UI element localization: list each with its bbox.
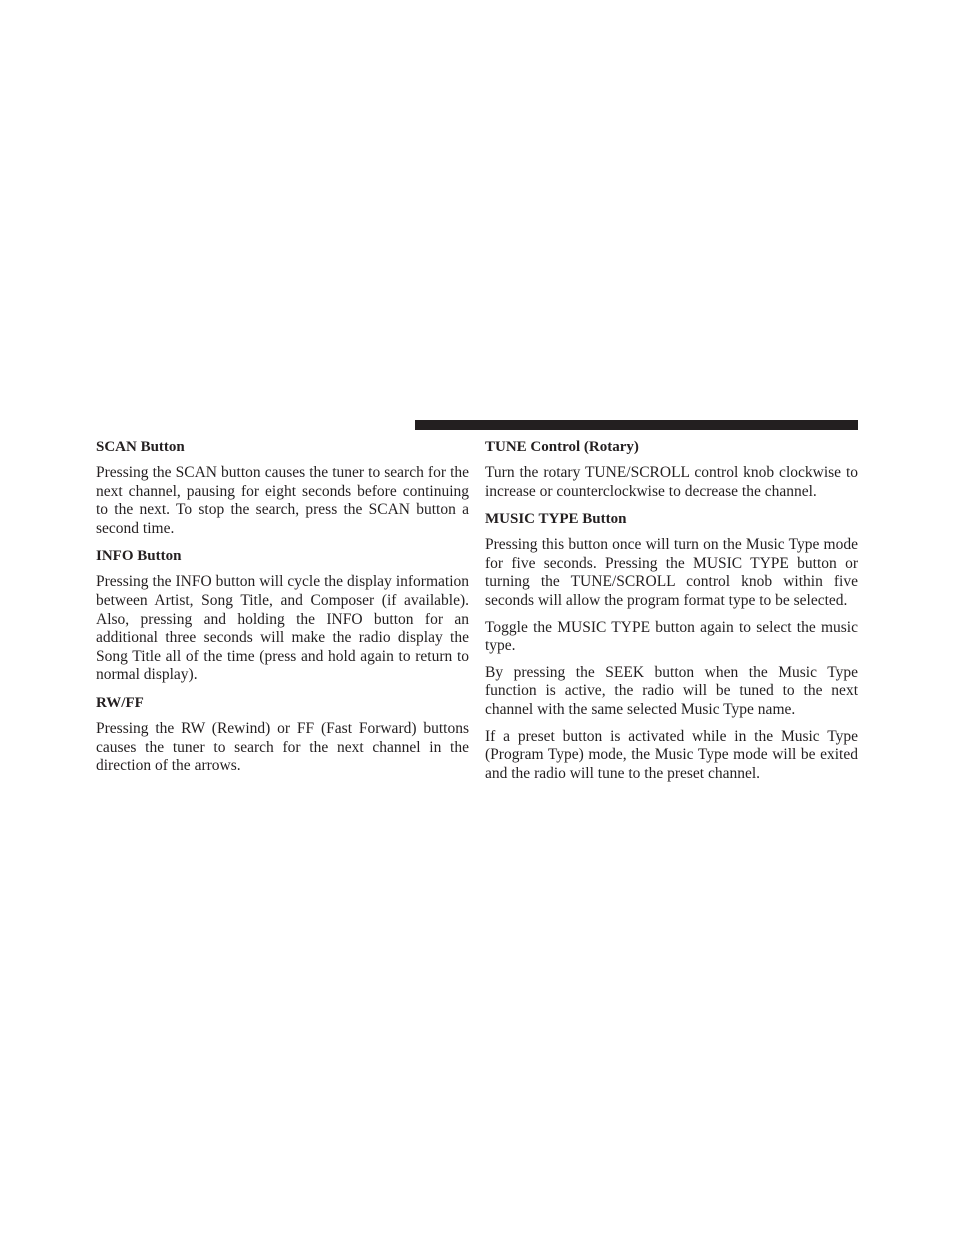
section-heading: INFO Button [96, 548, 182, 565]
section-heading: RW/FF [96, 694, 144, 711]
section-heading: SCAN Button [96, 439, 185, 455]
section-heading: MUSIC TYPE Button [485, 511, 627, 528]
section-rw-ff [96, 693, 469, 776]
section-paragraph: Pressing the RW (Rewind) or FF (Fast Forward) buttons causes the tuner to search for the next channel in the direction of the arrows. [96, 719, 469, 775]
right-column [485, 437, 858, 791]
section-paragraph: By pressing the SEEK button when the Music Type function is active, the radio will be tuned to the next channel with the same selected Music Type name. [485, 663, 858, 718]
section-heading: TUNE Control (Rotary) [485, 439, 639, 455]
section-paragraph: Pressing the SCAN button causes the tuner to search for the next channel, pausing for eight seconds before continuing to the next. To stop the search, press the SCAN button a second time. [96, 464, 469, 537]
section-paragraph: Turn the rotary TUNE/SCROLL control knob clockwise to increase or counterclockwise to decrease the channel. [485, 464, 858, 500]
section-paragraph: Toggle the MUSIC TYPE button again to select the music type. [485, 618, 858, 655]
section-paragraph: If a preset button is activated while in the Music Type (Program Type) mode, the Music Type mode will be exited and the radio will tune to the preset channel. [485, 727, 858, 782]
section-scan-button [96, 437, 469, 538]
section-music-type-button [485, 509, 858, 783]
section-paragraph: Pressing this button once will turn on the Music Type mode for five seconds. Pressing the MUSIC TYPE button or turning the TUNE/SCROLL control knob within five seconds will allow the program format type to be selected. [485, 536, 858, 609]
section-paragraph: Pressing the INFO button will cycle the display information between Artist, Song Title, and Composer (if available). Also, pressing and holding the INFO button for an additional three seconds will make the radio display the Song Title all of the time (press and hold again to return to normal display). [96, 573, 469, 684]
left-column [96, 437, 469, 784]
section-info-button [96, 546, 469, 685]
header-rule-bar [415, 420, 858, 430]
section-tune-control [485, 437, 858, 501]
